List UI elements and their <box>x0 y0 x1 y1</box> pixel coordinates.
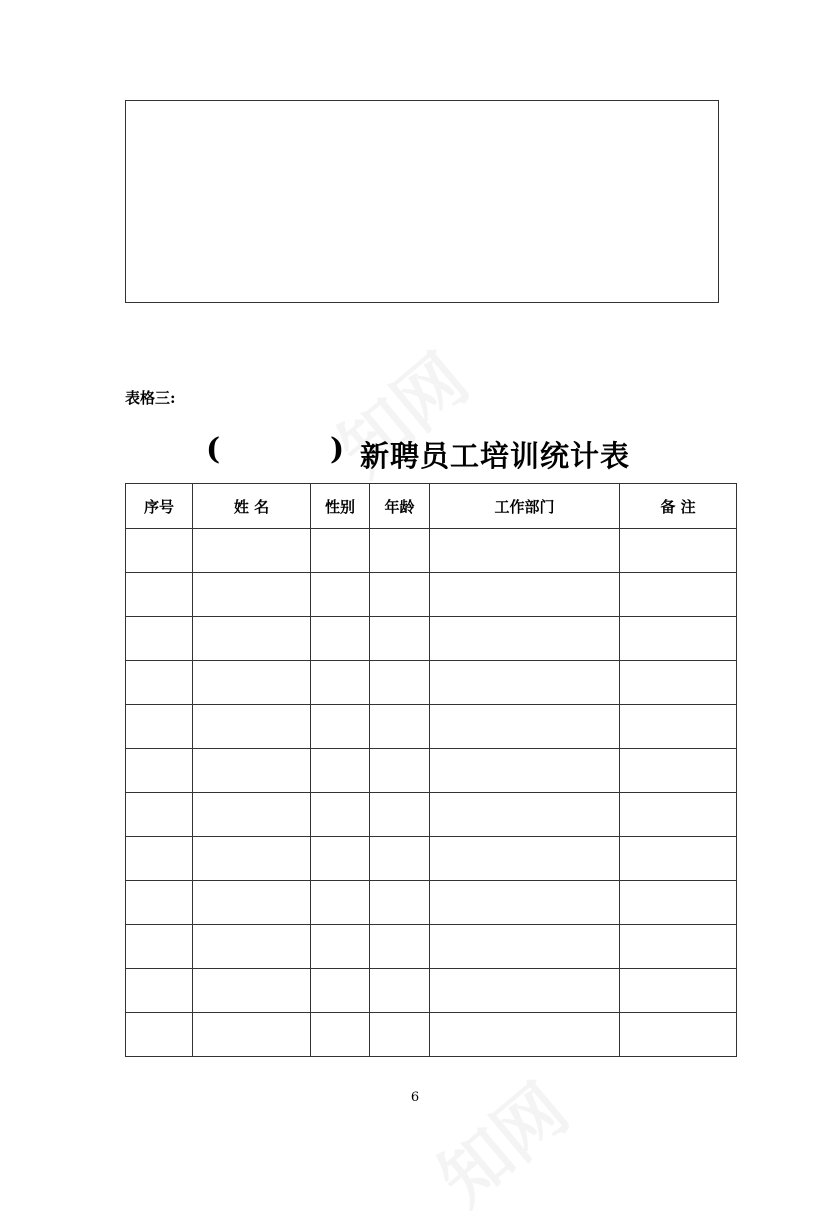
cell-department[interactable] <box>430 881 620 925</box>
table-header-row <box>126 484 737 529</box>
header-gender: 性别 <box>311 484 370 529</box>
table-body <box>126 529 737 1057</box>
cell-remarks[interactable] <box>620 925 737 969</box>
cell-remarks[interactable] <box>620 969 737 1013</box>
cell-name[interactable] <box>193 749 311 793</box>
cell-name[interactable] <box>193 925 311 969</box>
cell-department[interactable] <box>430 749 620 793</box>
page-number: 6 <box>410 1090 420 1105</box>
cell-gender[interactable] <box>311 925 370 969</box>
empty-text-box <box>125 100 719 303</box>
cell-remarks[interactable] <box>620 749 737 793</box>
cell-department[interactable] <box>430 969 620 1013</box>
cell-index[interactable] <box>126 881 193 925</box>
table-row <box>126 661 737 705</box>
cell-gender[interactable] <box>311 573 370 617</box>
header-name: 姓 名 <box>193 484 311 529</box>
cell-age[interactable] <box>370 969 430 1013</box>
cell-name[interactable] <box>193 529 311 573</box>
table-row <box>126 573 737 617</box>
cell-name[interactable] <box>193 573 311 617</box>
table-row <box>126 705 737 749</box>
cell-department[interactable] <box>430 529 620 573</box>
cell-name[interactable] <box>193 705 311 749</box>
cell-index[interactable] <box>126 529 193 573</box>
cell-age[interactable] <box>370 529 430 573</box>
cell-index[interactable] <box>126 837 193 881</box>
cell-gender[interactable] <box>311 617 370 661</box>
table-label: 表格三: <box>125 389 176 407</box>
cell-department[interactable] <box>430 925 620 969</box>
cell-department[interactable] <box>430 705 620 749</box>
table-row <box>126 529 737 573</box>
cell-remarks[interactable] <box>620 573 737 617</box>
cell-remarks[interactable] <box>620 793 737 837</box>
cell-remarks[interactable] <box>620 661 737 705</box>
cell-index[interactable] <box>126 925 193 969</box>
cell-index[interactable] <box>126 705 193 749</box>
cell-age[interactable] <box>370 925 430 969</box>
cell-age[interactable] <box>370 573 430 617</box>
cell-age[interactable] <box>370 837 430 881</box>
cell-age[interactable] <box>370 661 430 705</box>
training-stats-table <box>125 483 737 1057</box>
cell-gender[interactable] <box>311 749 370 793</box>
cell-department[interactable] <box>430 837 620 881</box>
cell-gender[interactable] <box>311 705 370 749</box>
table-title <box>0 428 830 478</box>
title-open-paren: ( <box>206 432 221 467</box>
cell-age[interactable] <box>370 749 430 793</box>
header-remarks: 备 注 <box>620 484 737 529</box>
cell-department[interactable] <box>430 793 620 837</box>
cell-gender[interactable] <box>311 661 370 705</box>
cell-name[interactable] <box>193 837 311 881</box>
cell-index[interactable] <box>126 749 193 793</box>
cell-index[interactable] <box>126 969 193 1013</box>
table-row <box>126 749 737 793</box>
cell-gender[interactable] <box>311 969 370 1013</box>
cell-department[interactable] <box>430 661 620 705</box>
cell-gender[interactable] <box>311 529 370 573</box>
cell-department[interactable] <box>430 573 620 617</box>
cell-age[interactable] <box>370 1013 430 1057</box>
header-index: 序号 <box>126 484 193 529</box>
table-row <box>126 1013 737 1057</box>
cell-name[interactable] <box>193 881 311 925</box>
cell-gender[interactable] <box>311 793 370 837</box>
table-row <box>126 969 737 1013</box>
cell-name[interactable] <box>193 1013 311 1057</box>
cell-remarks[interactable] <box>620 705 737 749</box>
table-row <box>126 881 737 925</box>
table-row <box>126 925 737 969</box>
cell-index[interactable] <box>126 793 193 837</box>
cell-remarks[interactable] <box>620 837 737 881</box>
cell-department[interactable] <box>430 617 620 661</box>
cell-index[interactable] <box>126 1013 193 1057</box>
watermark-bottom <box>414 1057 586 1224</box>
cell-age[interactable] <box>370 705 430 749</box>
table-row <box>126 793 737 837</box>
cell-remarks[interactable] <box>620 881 737 925</box>
table-row <box>126 837 737 881</box>
cell-name[interactable] <box>193 969 311 1013</box>
table-row <box>126 617 737 661</box>
cell-name[interactable] <box>193 617 311 661</box>
cell-name[interactable] <box>193 661 311 705</box>
cell-gender[interactable] <box>311 1013 370 1057</box>
cell-age[interactable] <box>370 617 430 661</box>
cell-gender[interactable] <box>311 881 370 925</box>
cell-index[interactable] <box>126 573 193 617</box>
cell-department[interactable] <box>430 1013 620 1057</box>
cell-remarks[interactable] <box>620 1013 737 1057</box>
cell-remarks[interactable] <box>620 529 737 573</box>
title-close-paren: ) <box>330 432 345 467</box>
cell-age[interactable] <box>370 881 430 925</box>
title-text: 新聘员工培训统计表 <box>360 439 631 473</box>
cell-remarks[interactable] <box>620 617 737 661</box>
header-department: 工作部门 <box>430 484 620 529</box>
cell-gender[interactable] <box>311 837 370 881</box>
cell-name[interactable] <box>193 793 311 837</box>
header-age: 年龄 <box>370 484 430 529</box>
cell-index[interactable] <box>126 661 193 705</box>
cell-index[interactable] <box>126 617 193 661</box>
cell-age[interactable] <box>370 793 430 837</box>
